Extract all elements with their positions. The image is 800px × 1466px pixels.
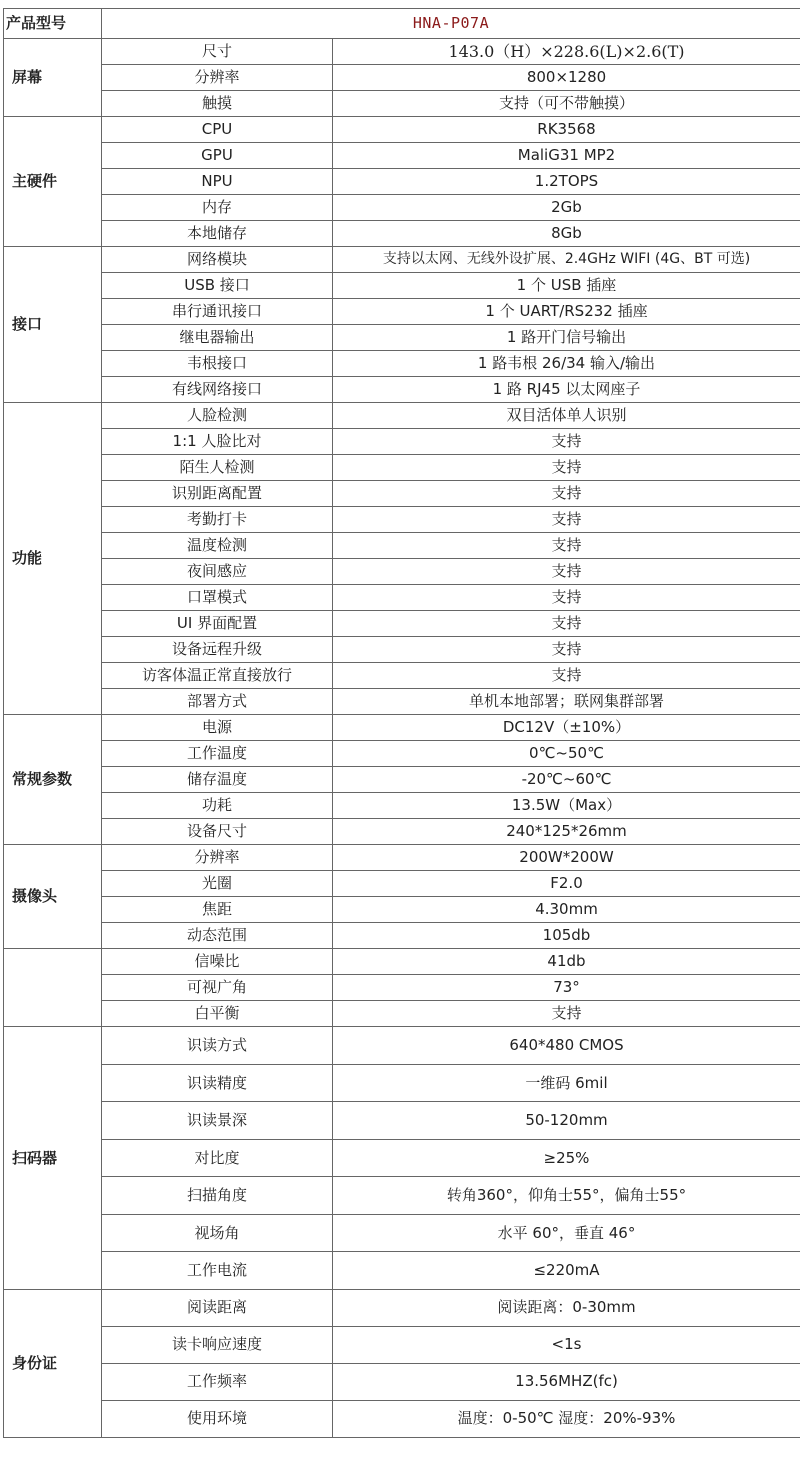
param-name: 对比度 — [102, 1139, 333, 1177]
spec-row — [4, 611, 800, 637]
spec-row — [4, 1001, 800, 1027]
spec-row — [4, 299, 800, 325]
param-name: 继电器输出 — [102, 325, 333, 351]
spec-row — [4, 221, 800, 247]
param-value: 支持（可不带触摸） — [333, 91, 800, 117]
spec-row — [4, 975, 800, 1001]
spec-row — [4, 559, 800, 585]
param-value: 1 个 USB 插座 — [333, 273, 800, 299]
param-value: 200W*200W — [333, 845, 800, 871]
param-name: 识读精度 — [102, 1064, 333, 1102]
spec-row — [4, 39, 800, 65]
param-name: 陌生人检测 — [102, 455, 333, 481]
param-value: 支持 — [333, 663, 800, 689]
param-name: CPU — [102, 117, 333, 143]
param-name: USB 接口 — [102, 273, 333, 299]
param-value: 支持 — [333, 455, 800, 481]
param-value: MaliG31 MP2 — [333, 143, 800, 169]
spec-row — [4, 793, 800, 819]
param-name: UI 界面配置 — [102, 611, 333, 637]
param-value: 单机本地部署；联网集群部署 — [333, 689, 800, 715]
param-name: 阅读距离 — [102, 1289, 333, 1326]
param-name: NPU — [102, 169, 333, 195]
spec-row — [4, 1214, 800, 1252]
param-name: 人脸检测 — [102, 403, 333, 429]
param-value: 支持 — [333, 637, 800, 663]
header-row — [4, 9, 800, 39]
category-label — [4, 949, 102, 1027]
spec-row — [4, 507, 800, 533]
param-name: 光圈 — [102, 871, 333, 897]
spec-row — [4, 741, 800, 767]
spec-row — [4, 455, 800, 481]
param-name: 工作电流 — [102, 1252, 333, 1290]
param-value: ≥25% — [333, 1139, 800, 1177]
param-value: 640*480 CMOS — [333, 1027, 800, 1065]
param-name: 考勤打卡 — [102, 507, 333, 533]
param-name: 识读景深 — [102, 1102, 333, 1140]
param-value: 转角360°，仰角士55°，偏角士55° — [333, 1177, 800, 1215]
param-value: 阅读距离：0-30mm — [333, 1289, 800, 1326]
spec-row — [4, 871, 800, 897]
spec-row — [4, 91, 800, 117]
param-value: -20℃~60℃ — [333, 767, 800, 793]
spec-row — [4, 247, 800, 273]
param-name: 动态范围 — [102, 923, 333, 949]
spec-row — [4, 1252, 800, 1290]
category-label: 常规参数 — [4, 715, 102, 845]
spec-row — [4, 65, 800, 91]
spec-row — [4, 819, 800, 845]
param-value: 温度：0-50℃ 湿度：20%-93% — [333, 1400, 800, 1437]
spec-row — [4, 351, 800, 377]
param-value: 73° — [333, 975, 800, 1001]
param-name: 内存 — [102, 195, 333, 221]
spec-row — [4, 897, 800, 923]
param-value: 41db — [333, 949, 800, 975]
param-value: 1 路 RJ45 以太网座子 — [333, 377, 800, 403]
param-name: 韦根接口 — [102, 351, 333, 377]
param-value: RK3568 — [333, 117, 800, 143]
param-value: 240*125*26mm — [333, 819, 800, 845]
param-name: 本地储存 — [102, 221, 333, 247]
spec-row — [4, 923, 800, 949]
param-value: 支持 — [333, 507, 800, 533]
spec-row — [4, 1027, 800, 1065]
spec-row — [4, 143, 800, 169]
spec-row — [4, 1177, 800, 1215]
param-name: 使用环境 — [102, 1400, 333, 1437]
spec-row — [4, 1363, 800, 1400]
param-value: 一维码 6mil — [333, 1064, 800, 1102]
product-model-value: HNA-P07A — [102, 9, 800, 39]
param-value: <1s — [333, 1326, 800, 1363]
spec-row — [4, 273, 800, 299]
spec-row — [4, 481, 800, 507]
product-model-label: 产品型号 — [4, 9, 102, 39]
param-value: 13.5W（Max） — [333, 793, 800, 819]
spec-row — [4, 949, 800, 975]
spec-row — [4, 585, 800, 611]
param-value: 双目活体单人识别 — [333, 403, 800, 429]
param-value: 支持 — [333, 429, 800, 455]
param-name: 分辨率 — [102, 65, 333, 91]
spec-row — [4, 1064, 800, 1102]
param-value: 13.56MHZ(fc) — [333, 1363, 800, 1400]
param-value: 水平 60°，垂直 46° — [333, 1214, 800, 1252]
param-value: 支持 — [333, 533, 800, 559]
param-name: 部署方式 — [102, 689, 333, 715]
param-name: 网络模块 — [102, 247, 333, 273]
param-value: 8Gb — [333, 221, 800, 247]
param-value: 支持 — [333, 1001, 800, 1027]
param-name: 白平衡 — [102, 1001, 333, 1027]
param-name: 访客体温正常直接放行 — [102, 663, 333, 689]
spec-row — [4, 689, 800, 715]
param-name: GPU — [102, 143, 333, 169]
param-name: 工作频率 — [102, 1363, 333, 1400]
param-name: 焦距 — [102, 897, 333, 923]
param-name: 工作温度 — [102, 741, 333, 767]
param-name: 电源 — [102, 715, 333, 741]
category-label: 主硬件 — [4, 117, 102, 247]
param-name: 分辨率 — [102, 845, 333, 871]
param-name: 识别距离配置 — [102, 481, 333, 507]
param-name: 储存温度 — [102, 767, 333, 793]
spec-row — [4, 1400, 800, 1437]
param-name: 串行通讯接口 — [102, 299, 333, 325]
param-value: 2Gb — [333, 195, 800, 221]
param-name: 尺寸 — [102, 39, 333, 65]
param-name: 触摸 — [102, 91, 333, 117]
param-value: 50-120mm — [333, 1102, 800, 1140]
param-name: 1:1 人脸比对 — [102, 429, 333, 455]
param-name: 信噪比 — [102, 949, 333, 975]
spec-row — [4, 715, 800, 741]
spec-row — [4, 1139, 800, 1177]
param-name: 夜间感应 — [102, 559, 333, 585]
param-name: 温度检测 — [102, 533, 333, 559]
spec-row — [4, 1102, 800, 1140]
param-value: 800×1280 — [333, 65, 800, 91]
spec-row — [4, 403, 800, 429]
spec-row — [4, 169, 800, 195]
category-label: 屏幕 — [4, 39, 102, 117]
param-name: 设备远程升级 — [102, 637, 333, 663]
param-name: 设备尺寸 — [102, 819, 333, 845]
spec-row — [4, 1326, 800, 1363]
param-name: 读卡响应速度 — [102, 1326, 333, 1363]
param-value: 支持 — [333, 481, 800, 507]
param-value: DC12V（±10%） — [333, 715, 800, 741]
category-label: 功能 — [4, 403, 102, 715]
param-value: 1.2TOPS — [333, 169, 800, 195]
category-label: 扫码器 — [4, 1027, 102, 1290]
param-value: 支持 — [333, 559, 800, 585]
spec-row — [4, 117, 800, 143]
param-value: 1 路开门信号输出 — [333, 325, 800, 351]
spec-row — [4, 429, 800, 455]
spec-row — [4, 195, 800, 221]
param-name: 识读方式 — [102, 1027, 333, 1065]
param-value: 1 路韦根 26/34 输入/输出 — [333, 351, 800, 377]
category-label: 摄像头 — [4, 845, 102, 949]
spec-row — [4, 1289, 800, 1326]
category-label: 身份证 — [4, 1289, 102, 1437]
spec-row — [4, 767, 800, 793]
param-name: 视场角 — [102, 1214, 333, 1252]
param-value: 支持 — [333, 611, 800, 637]
spec-row — [4, 325, 800, 351]
spec-row — [4, 845, 800, 871]
param-value: 0℃~50℃ — [333, 741, 800, 767]
param-value: 105db — [333, 923, 800, 949]
param-value: ≤220mA — [333, 1252, 800, 1290]
category-label: 接口 — [4, 247, 102, 403]
param-value: 4.30mm — [333, 897, 800, 923]
param-name: 可视广角 — [102, 975, 333, 1001]
spec-row — [4, 663, 800, 689]
param-name: 功耗 — [102, 793, 333, 819]
param-value: 1 个 UART/RS232 插座 — [333, 299, 800, 325]
param-value: F2.0 — [333, 871, 800, 897]
param-name: 扫描角度 — [102, 1177, 333, 1215]
spec-table — [3, 8, 800, 1438]
spec-row — [4, 377, 800, 403]
param-value: 支持以太网、无线外设扩展、2.4GHz WIFI (4G、BT 可选) — [333, 247, 800, 273]
param-name: 口罩模式 — [102, 585, 333, 611]
param-value: 支持 — [333, 585, 800, 611]
param-value: 143.0（H）×228.6(L)×2.6(T) — [333, 39, 800, 65]
param-name: 有线网络接口 — [102, 377, 333, 403]
spec-row — [4, 637, 800, 663]
spec-row — [4, 533, 800, 559]
